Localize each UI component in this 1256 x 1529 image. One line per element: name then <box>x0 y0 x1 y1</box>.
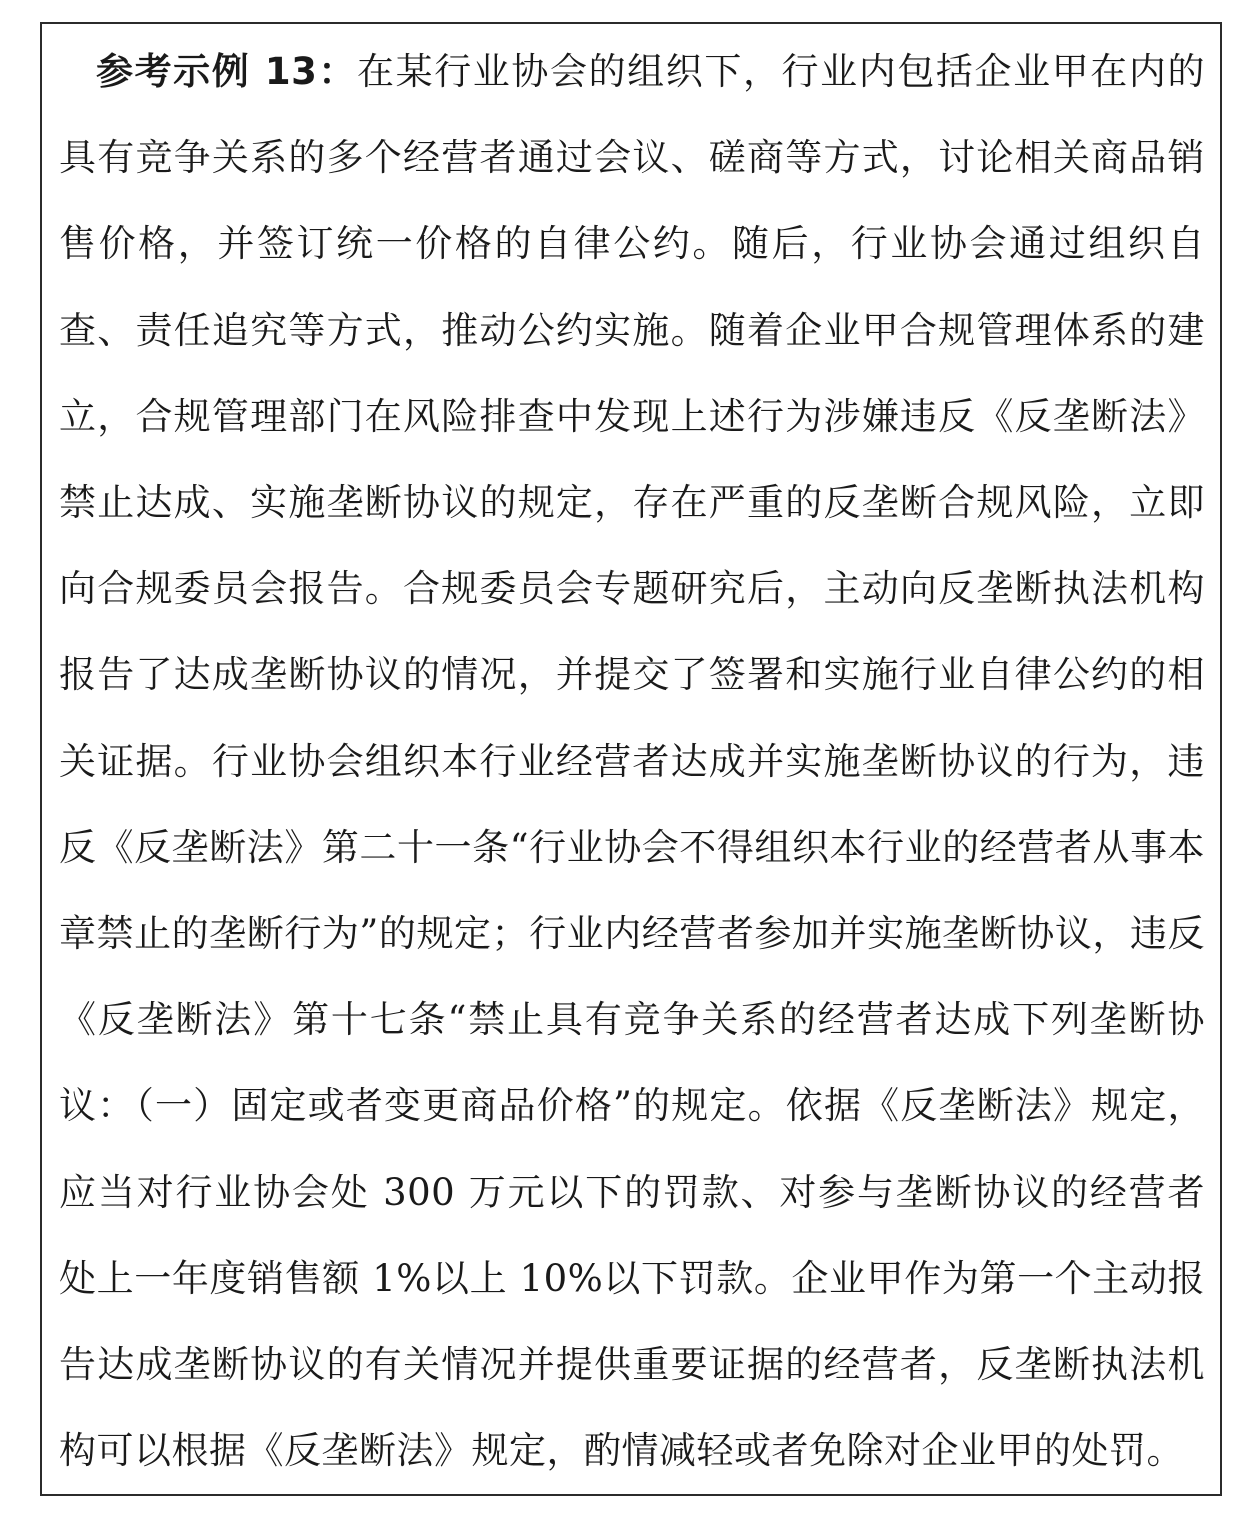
example-box <box>40 22 1222 1496</box>
example-body: 在某行业协会的组织下，行业内包括企业甲在内的具有竞争关系的多个经营者通过会议、磋商等方式，讨论相关商品销售价格，并签订统一价格的自律公约。随后，行业协会通过组织自查、责任追究等方式，推动公约实施。随着企业甲合规管理体系的建立，合规管理部门在风险排查中发现上述行为涉嫌违反《反垄断法》禁止达成、实施垄断协议的规定，存在严重的反垄断合规风险，立即向合规委员会报告。合规委员会专题研究后，主动向反垄断执法机构报告了达成垄断协议的情况，并提交了签署和实施行业自律公约的相关证据。行业协会组织本行业经营者达成并实施垄断协议的行为，违反《反垄断法》第二十一条“行业协会不得组织本行业的经营者从事本章禁止的垄断行为”的规定；行业内经营者参加并实施垄断协议，违反《反垄断法》第十七条“禁止具有竞争关系的经营者达成下列垄断协议：（一）固定或者变更商品价格”的规定。依据《反垄断法》规定，应当对行业协会处 300 万元以下的罚款、对参与垄断协议的经营者处上一年度销售额 1%以上 10%以下罚款。企业甲作为第一个主动报告达成垄断协议的有关情况并提供重要证据的经营者，反垄断执法机构可以根据《反垄断法》规定，酌情减轻或者免除对企业甲的处罚。 <box>59 50 1205 1473</box>
example-paragraph <box>59 29 1205 1494</box>
example-label: 参考示例 13： <box>96 50 358 93</box>
